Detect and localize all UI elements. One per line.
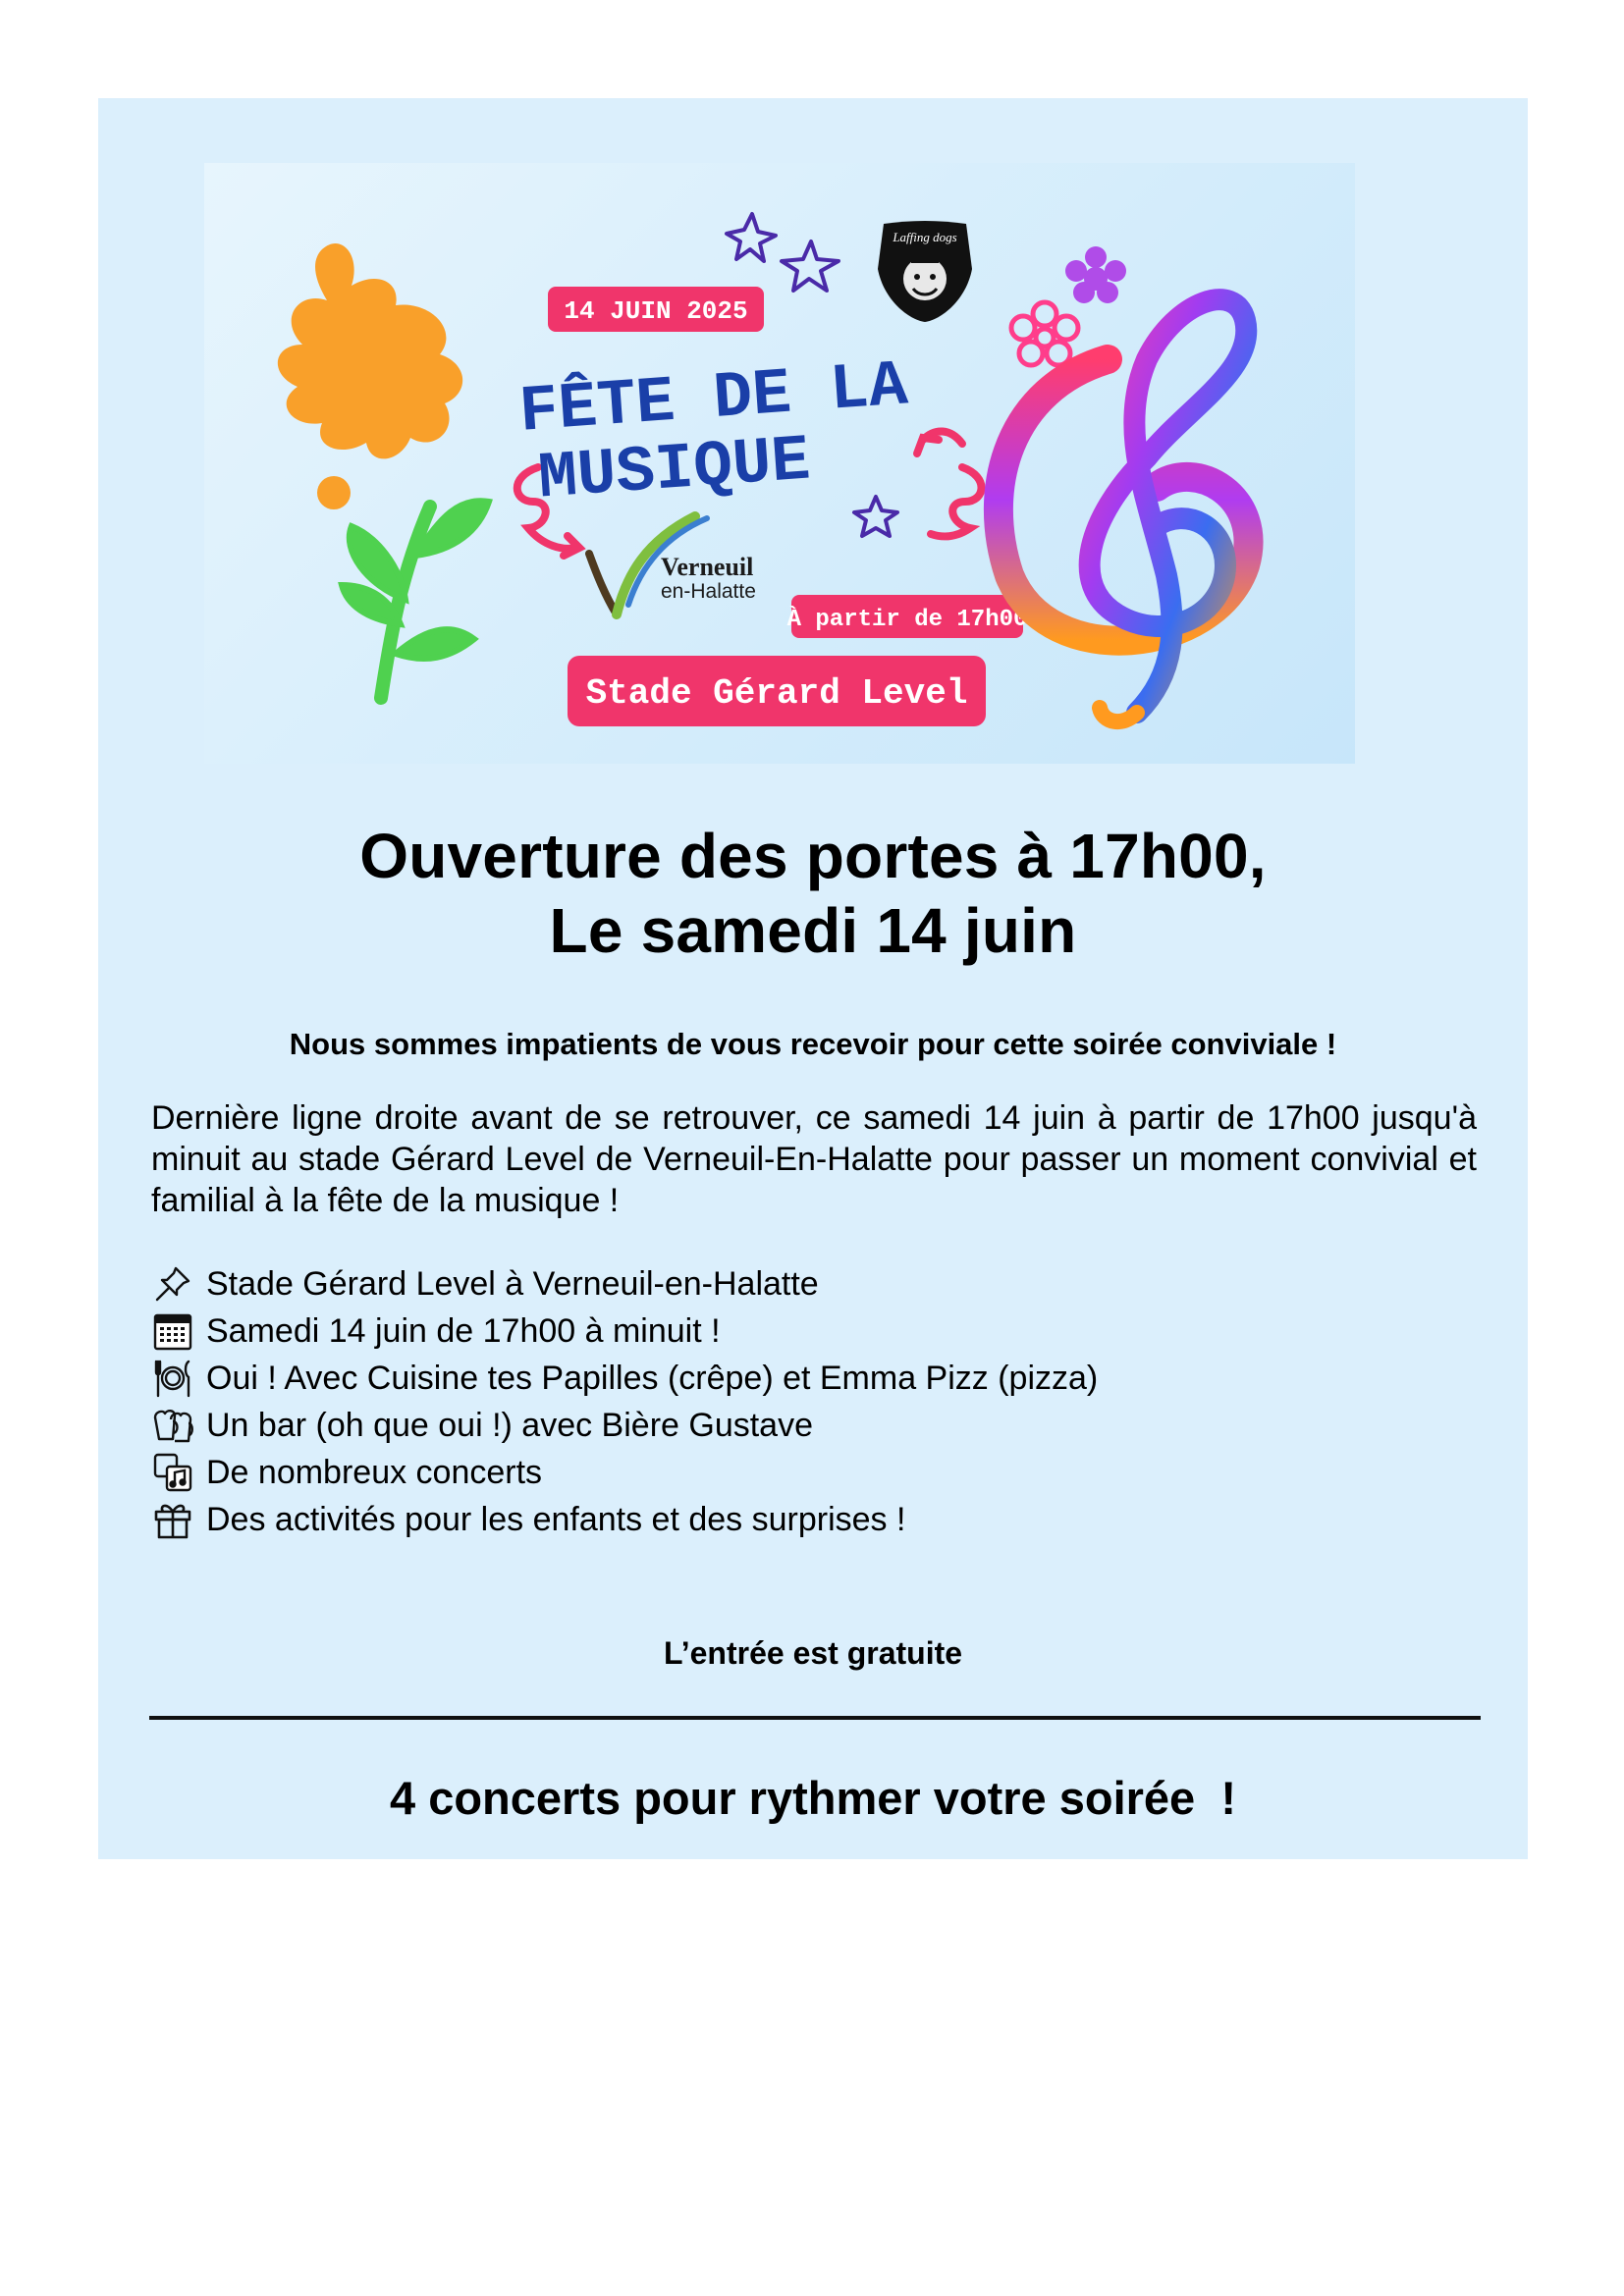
plate-cutlery-icon xyxy=(151,1357,194,1400)
headline xyxy=(98,819,1528,968)
event-panel xyxy=(98,98,1528,1859)
banner-title-line1: FÊTE DE LA xyxy=(516,348,910,450)
music-notes-icon xyxy=(151,1451,194,1494)
time-badge-text: À partir de 17h00 xyxy=(786,607,1028,633)
date-badge xyxy=(548,287,764,332)
list-item xyxy=(151,1402,1477,1449)
divider xyxy=(149,1716,1481,1720)
headline-line2: Le samedi 14 juin xyxy=(549,895,1077,966)
banner-artwork xyxy=(204,163,1355,764)
info-text: Oui ! Avec Cuisine tes Papilles (crêpe) et Emma Pizz (pizza) xyxy=(206,1360,1099,1397)
pushpin-icon xyxy=(151,1262,194,1306)
town-subname: en-Halatte xyxy=(661,580,756,603)
logo-text: Laffing dogs xyxy=(893,230,957,244)
info-text: De nombreux concerts xyxy=(206,1454,543,1491)
banner-title-line2: MUSIQUE xyxy=(535,423,813,516)
laffing-dogs-logo xyxy=(878,221,972,322)
info-text: Un bar (oh que oui !) avec Bière Gustave xyxy=(206,1407,813,1444)
town-name: Verneuil xyxy=(661,553,754,581)
venue-badge xyxy=(568,656,986,726)
description-paragraph: Dernière ligne droite avant de se retrouver, ce samedi 14 juin à partir de 17h00 jusqu'à minuit au stade Gérard Level de Verneuil-En-Halatte pour passer un moment convivial et familial à la fête de la musique ! xyxy=(151,1099,1477,1219)
free-entry-text: L’entrée est gratuite xyxy=(663,1635,963,1671)
orange-splash-icon xyxy=(278,243,462,509)
time-badge xyxy=(787,595,1028,638)
list-item xyxy=(151,1260,1477,1308)
date-badge-text: 14 JUIN 2025 xyxy=(564,296,748,326)
info-list xyxy=(151,1260,1477,1543)
concerts-heading: 4 concerts pour rythmer votre soirée ! xyxy=(390,1772,1236,1824)
venue-badge-text: Stade Gérard Level xyxy=(585,673,968,714)
town-logo xyxy=(589,516,756,614)
calendar-icon xyxy=(151,1309,194,1353)
beer-mugs-icon xyxy=(151,1404,194,1447)
green-leaf-icon xyxy=(342,501,489,698)
gift-icon xyxy=(151,1498,194,1541)
info-text: Samedi 14 juin de 17h00 à minuit ! xyxy=(206,1312,721,1350)
info-text: Stade Gérard Level à Verneuil-en-Halatte xyxy=(206,1265,819,1303)
headline-line1: Ouverture des portes à 17h00, xyxy=(359,821,1267,891)
list-item xyxy=(151,1496,1477,1543)
list-item xyxy=(151,1308,1477,1355)
list-item xyxy=(151,1449,1477,1496)
event-banner xyxy=(204,163,1355,764)
list-item xyxy=(151,1355,1477,1402)
intro-text: Nous sommes impatients de vous recevoir pour cette soirée conviviale ! xyxy=(289,1027,1337,1061)
info-text: Des activités pour les enfants et des surprises ! xyxy=(206,1501,906,1538)
